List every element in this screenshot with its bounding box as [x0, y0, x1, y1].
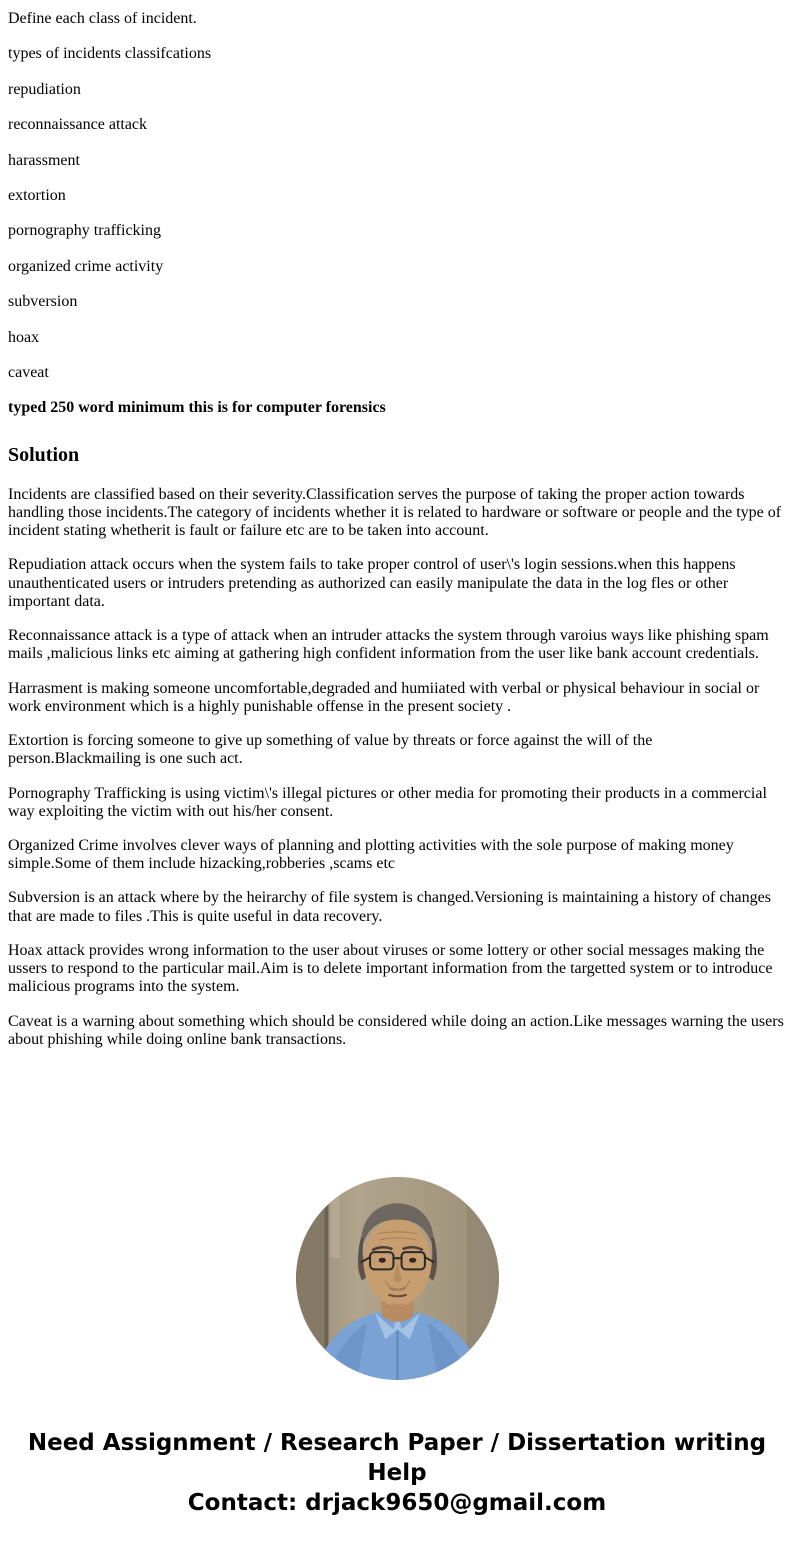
solution-paragraph-hoax: Hoax attack provides wrong information to the user about viruses or some lottery or other social messages making the ussers to respond to the particular mail.Aim is to delete important information from the targetted system or to introduce malicious programs into the system.: [8, 941, 773, 996]
question-line: types of incidents classifcations: [8, 45, 212, 63]
question-line: harassment: [8, 151, 80, 169]
solution-paragraph-organized-crime: Organized Crime involves clever ways of planning and plotting activities with the sole purpose of making money simple.Some of them include hizacking,robberies ,scams etc: [8, 836, 734, 873]
question-line: hoax: [8, 328, 40, 346]
solution-paragraph-incidents: Incidents are classified based on their severity.Classification serves the purpose of taking the proper action towards handling those incidents.The category of incidents whether it is related to hardware or software or people and the type of incident stating whetherit is fault or failure etc are to be taken into account.: [8, 485, 782, 540]
question-line: reconnaissance attack: [8, 116, 148, 134]
tutor-photo: [296, 1177, 499, 1380]
solution-paragraph-repudiation: Repudiation attack occurs when the system fails to take proper control of user\'s login sessions.when this happens unauthenticated users or intruders pretending as authorized can easily manipulate the data in the log fles or other important data.: [8, 556, 736, 610]
solution-paragraph-subversion: Subversion is an attack where by the heirarchy of file system is changed.Versioning is maintaining a history of changes that are made to files .This is quite useful in data recovery.: [8, 889, 771, 925]
question-line: subversion: [8, 293, 78, 311]
footer-contact-text: Contact: drjack9650@gmail.com: [187, 1490, 607, 1517]
tutor-portrait-illustration: [296, 1177, 499, 1380]
footer-help-text: Need Assignment / Research Paper / Dissertation writing Help: [27, 1430, 767, 1487]
question-line: extortion: [8, 186, 66, 204]
question-line: Define each class of incident.: [8, 10, 197, 27]
solution-paragraph-caveat: Caveat is a warning about something which should be considered while doing an action.Like messages warning the users about phishing while doing online bank transactions.: [8, 1012, 784, 1048]
solution-paragraph-harassment: Harrasment is making someone uncomfortable,degraded and humiiated with verbal or physical behaviour in social or work environment which is a highly punishable offense in the present society .: [8, 679, 760, 715]
footer-ad: [8, 1428, 786, 1518]
question-section: [8, 10, 786, 418]
question-line: organized crime activity: [8, 257, 164, 275]
avatar-container: [8, 1177, 786, 1380]
solution-paragraph-extortion: Extortion is forcing someone to give up something of value by threats or force against the will of the person.Blackmailing is one such act.: [8, 732, 653, 768]
solution-paragraph-pornography: Pornography Trafficking is using victim\'s illegal pictures or other media for promoting their products in a commercial way exploiting the victim with out his/her consent.: [8, 784, 767, 820]
solution-paragraph-reconnaissance: Reconnaissance attack is a type of attack when an intruder attacks the system through varoius ways like phishing spam mails ,malicious links etc aiming at gathering high confident information from the user like bank account credentials.: [8, 627, 769, 663]
solution-section: [8, 486, 786, 1049]
solution-heading: Solution: [8, 443, 80, 466]
question-line: caveat: [8, 363, 49, 381]
question-line: repudiation: [8, 80, 81, 98]
question-note: typed 250 word minimum this is for computer forensics: [8, 399, 386, 417]
question-line: pornography trafficking: [8, 222, 161, 240]
